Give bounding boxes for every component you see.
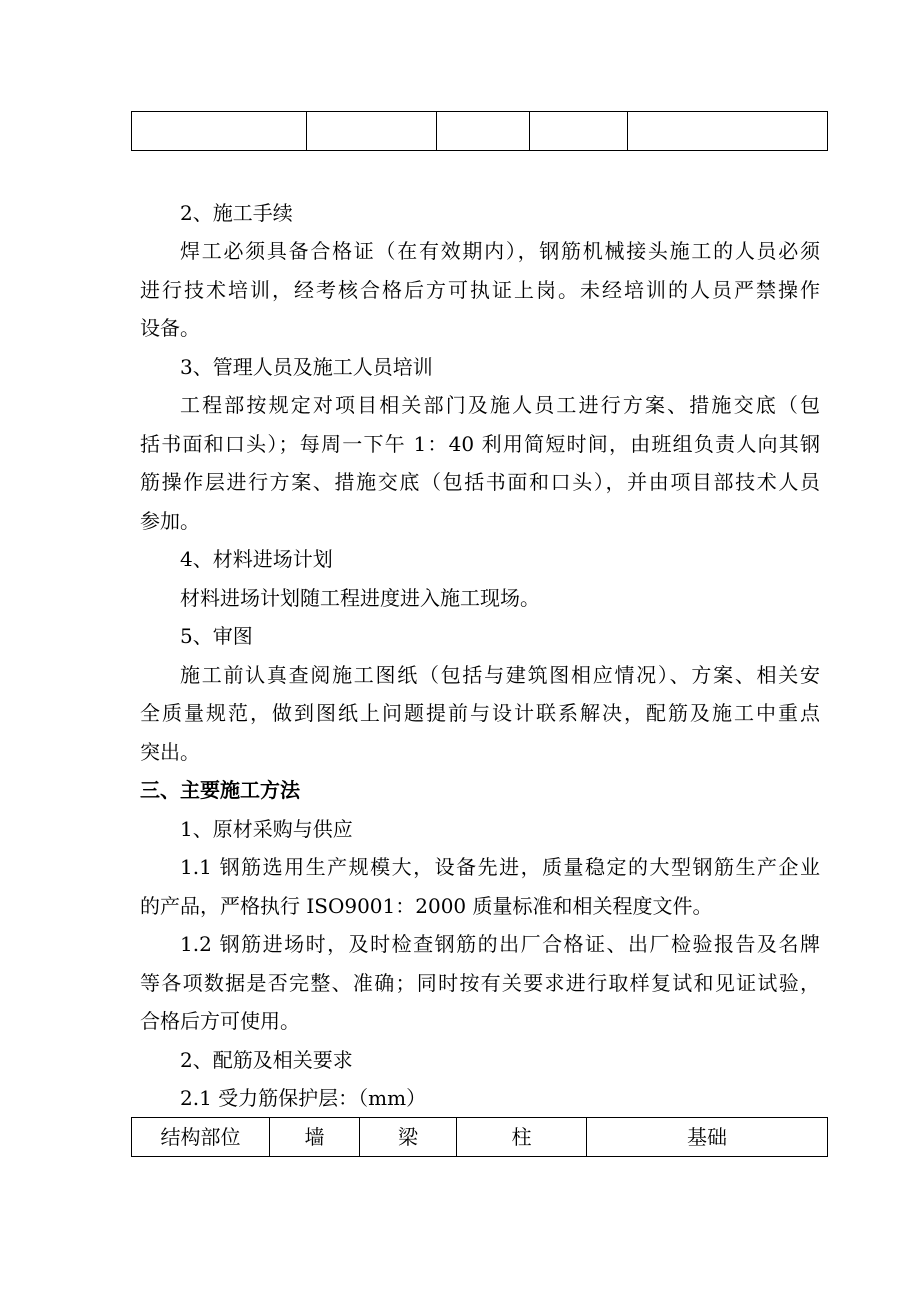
paragraph-line: 进行技术培训，经考核合格后方可执证上岗。未经培训的人员严禁操作: [140, 278, 820, 302]
table-row: [132, 112, 828, 151]
section-heading-material-plan: 4、材料进场计划: [180, 547, 333, 571]
table-header-cell: 柱: [457, 1118, 587, 1157]
paragraph-line: 施工前认真查阅施工图纸（包括与建筑图相应情况）、方案、相关安: [180, 663, 820, 687]
paragraph-line: 突出。: [140, 740, 200, 764]
subsection-heading-cover-thickness: 2.1 受力筋保护层：（mm）: [180, 1086, 427, 1110]
section-heading-procurement: 1、原材采购与供应: [180, 817, 353, 841]
section-heading-drawing-review: 5、审图: [180, 624, 253, 648]
paragraph-line: 等各项数据是否完整、准确；同时按有关要求进行取样复试和见证试验，: [140, 971, 820, 995]
cover-thickness-table: [131, 1117, 828, 1157]
table-cell: [628, 112, 828, 151]
paragraph-line: 全质量规范，做到图纸上问题提前与设计联系解决，配筋及施工中重点: [140, 701, 820, 725]
paragraph-line: 设备。: [140, 316, 200, 340]
table-cell: [307, 112, 437, 151]
paragraph-line: 材料进场计划随工程进度进入施工现场。: [180, 586, 540, 610]
paragraph-line: 1.2 钢筋进场时，及时检查钢筋的出厂合格证、出厂检验报告及名牌: [180, 932, 820, 956]
section-heading-construction-procedures: 2、施工手续: [180, 201, 293, 225]
table-header-row: [132, 1118, 828, 1157]
top-table: [131, 111, 828, 151]
paragraph-line: 焊工必须具备合格证（在有效期内），钢筋机械接头施工的人员必须: [180, 239, 820, 263]
paragraph-line: 1.1 钢筋选用生产规模大，设备先进，质量稳定的大型钢筋生产企业: [180, 855, 820, 879]
table-header-cell: 结构部位: [132, 1118, 270, 1157]
table-header-cell: 墙: [270, 1118, 360, 1157]
chapter-heading-main-methods: 三、主要施工方法: [140, 778, 300, 802]
section-heading-staff-training: 3、管理人员及施工人员培训: [180, 355, 433, 379]
paragraph-line: 的产品，严格执行 ISO9001：2000 质量标准和相关程度文件。: [140, 894, 713, 918]
paragraph-line: 合格后方可使用。: [140, 1009, 300, 1033]
section-heading-reinforcement: 2、配筋及相关要求: [180, 1048, 353, 1072]
table-cell: [132, 112, 307, 151]
paragraph-line: 筋操作层进行方案、措施交底（包括书面和口头），并由项目部技术人员: [140, 470, 820, 494]
table-cell: [530, 112, 628, 151]
table-header-cell: 基础: [587, 1118, 828, 1157]
paragraph-line: 工程部按规定对项目相关部门及施人员工进行方案、措施交底（包: [180, 393, 820, 417]
table-cell: [437, 112, 530, 151]
paragraph-line: 括书面和口头）；每周一下午 1：40 利用简短时间，由班组负责人向其钢: [140, 432, 820, 456]
table-header-cell: 梁: [360, 1118, 457, 1157]
paragraph-line: 参加。: [140, 509, 200, 533]
